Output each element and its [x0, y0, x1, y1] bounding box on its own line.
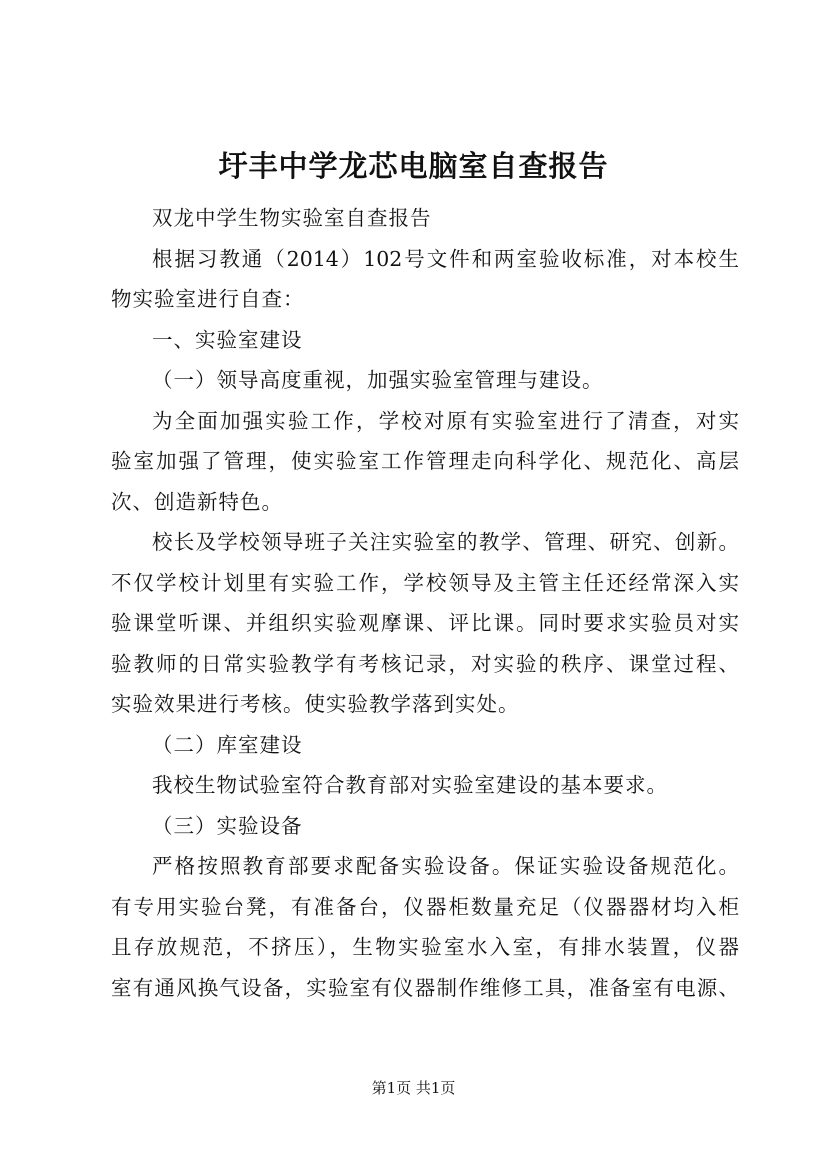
document-body	[111, 198, 739, 1008]
paragraph-line: 严格按照教育部要求配备实验设备。保证实验设备规范化。	[152, 854, 739, 878]
subsection-heading: （二）库室建设	[152, 732, 303, 757]
section-heading: 一、实验室建设	[152, 327, 303, 352]
paragraph-line: 我校生物试验室符合教育部对实验室建设的基本要求。	[152, 773, 668, 797]
paragraph-line: 验课堂听课、并组织实验观摩课、评比课。同时要求实验员对实	[111, 611, 739, 635]
subsection-heading: （三）实验设备	[152, 813, 303, 838]
paragraph-line: 验室加强了管理，使实验室工作管理走向科学化、规范化、高层	[111, 449, 739, 473]
paragraph-line: 根据习教通（2014）102号文件和两室验收标准，对本校生	[152, 246, 739, 271]
paragraph-line: 有专用实验台凳，有准备台，仪器柜数量充足（仪器器材均入柜	[111, 894, 739, 919]
paragraph-line: 双龙中学生物实验室自查报告	[152, 206, 432, 230]
paragraph-line: 为全面加强实验工作，学校对原有实验室进行了清查，对实	[152, 408, 739, 433]
subsection-heading: （一）领导高度重视，加强实验室管理与建设。	[152, 368, 604, 392]
paragraph-line: 次、创造新特色。	[111, 489, 283, 514]
paragraph-line: 实验效果进行考核。使实验教学落到实处。	[111, 692, 520, 716]
paragraph-line: 室有通风换气设备，实验室有仪器制作维修工具，准备室有电源、	[111, 975, 739, 1000]
paragraph-line: 校长及学校领导班子关注实验室的教学、管理、研究、创新。	[152, 530, 739, 554]
page-number-footer: 第1页 共1页	[371, 1079, 456, 1097]
document-title: 圩丰中学龙芯电脑室自查报告	[218, 149, 609, 183]
paragraph-line: 验教师的日常实验教学有考核记录，对实验的秩序、课堂过程、	[111, 651, 739, 676]
paragraph-line: 物实验室进行自查：	[111, 287, 305, 311]
paragraph-line: 不仅学校计划里有实验工作，学校领导及主管主任还经常深入实	[111, 570, 739, 595]
paragraph-line: 且存放规范，不挤压），生物实验室水入室，有排水装置，仪器	[111, 935, 739, 959]
